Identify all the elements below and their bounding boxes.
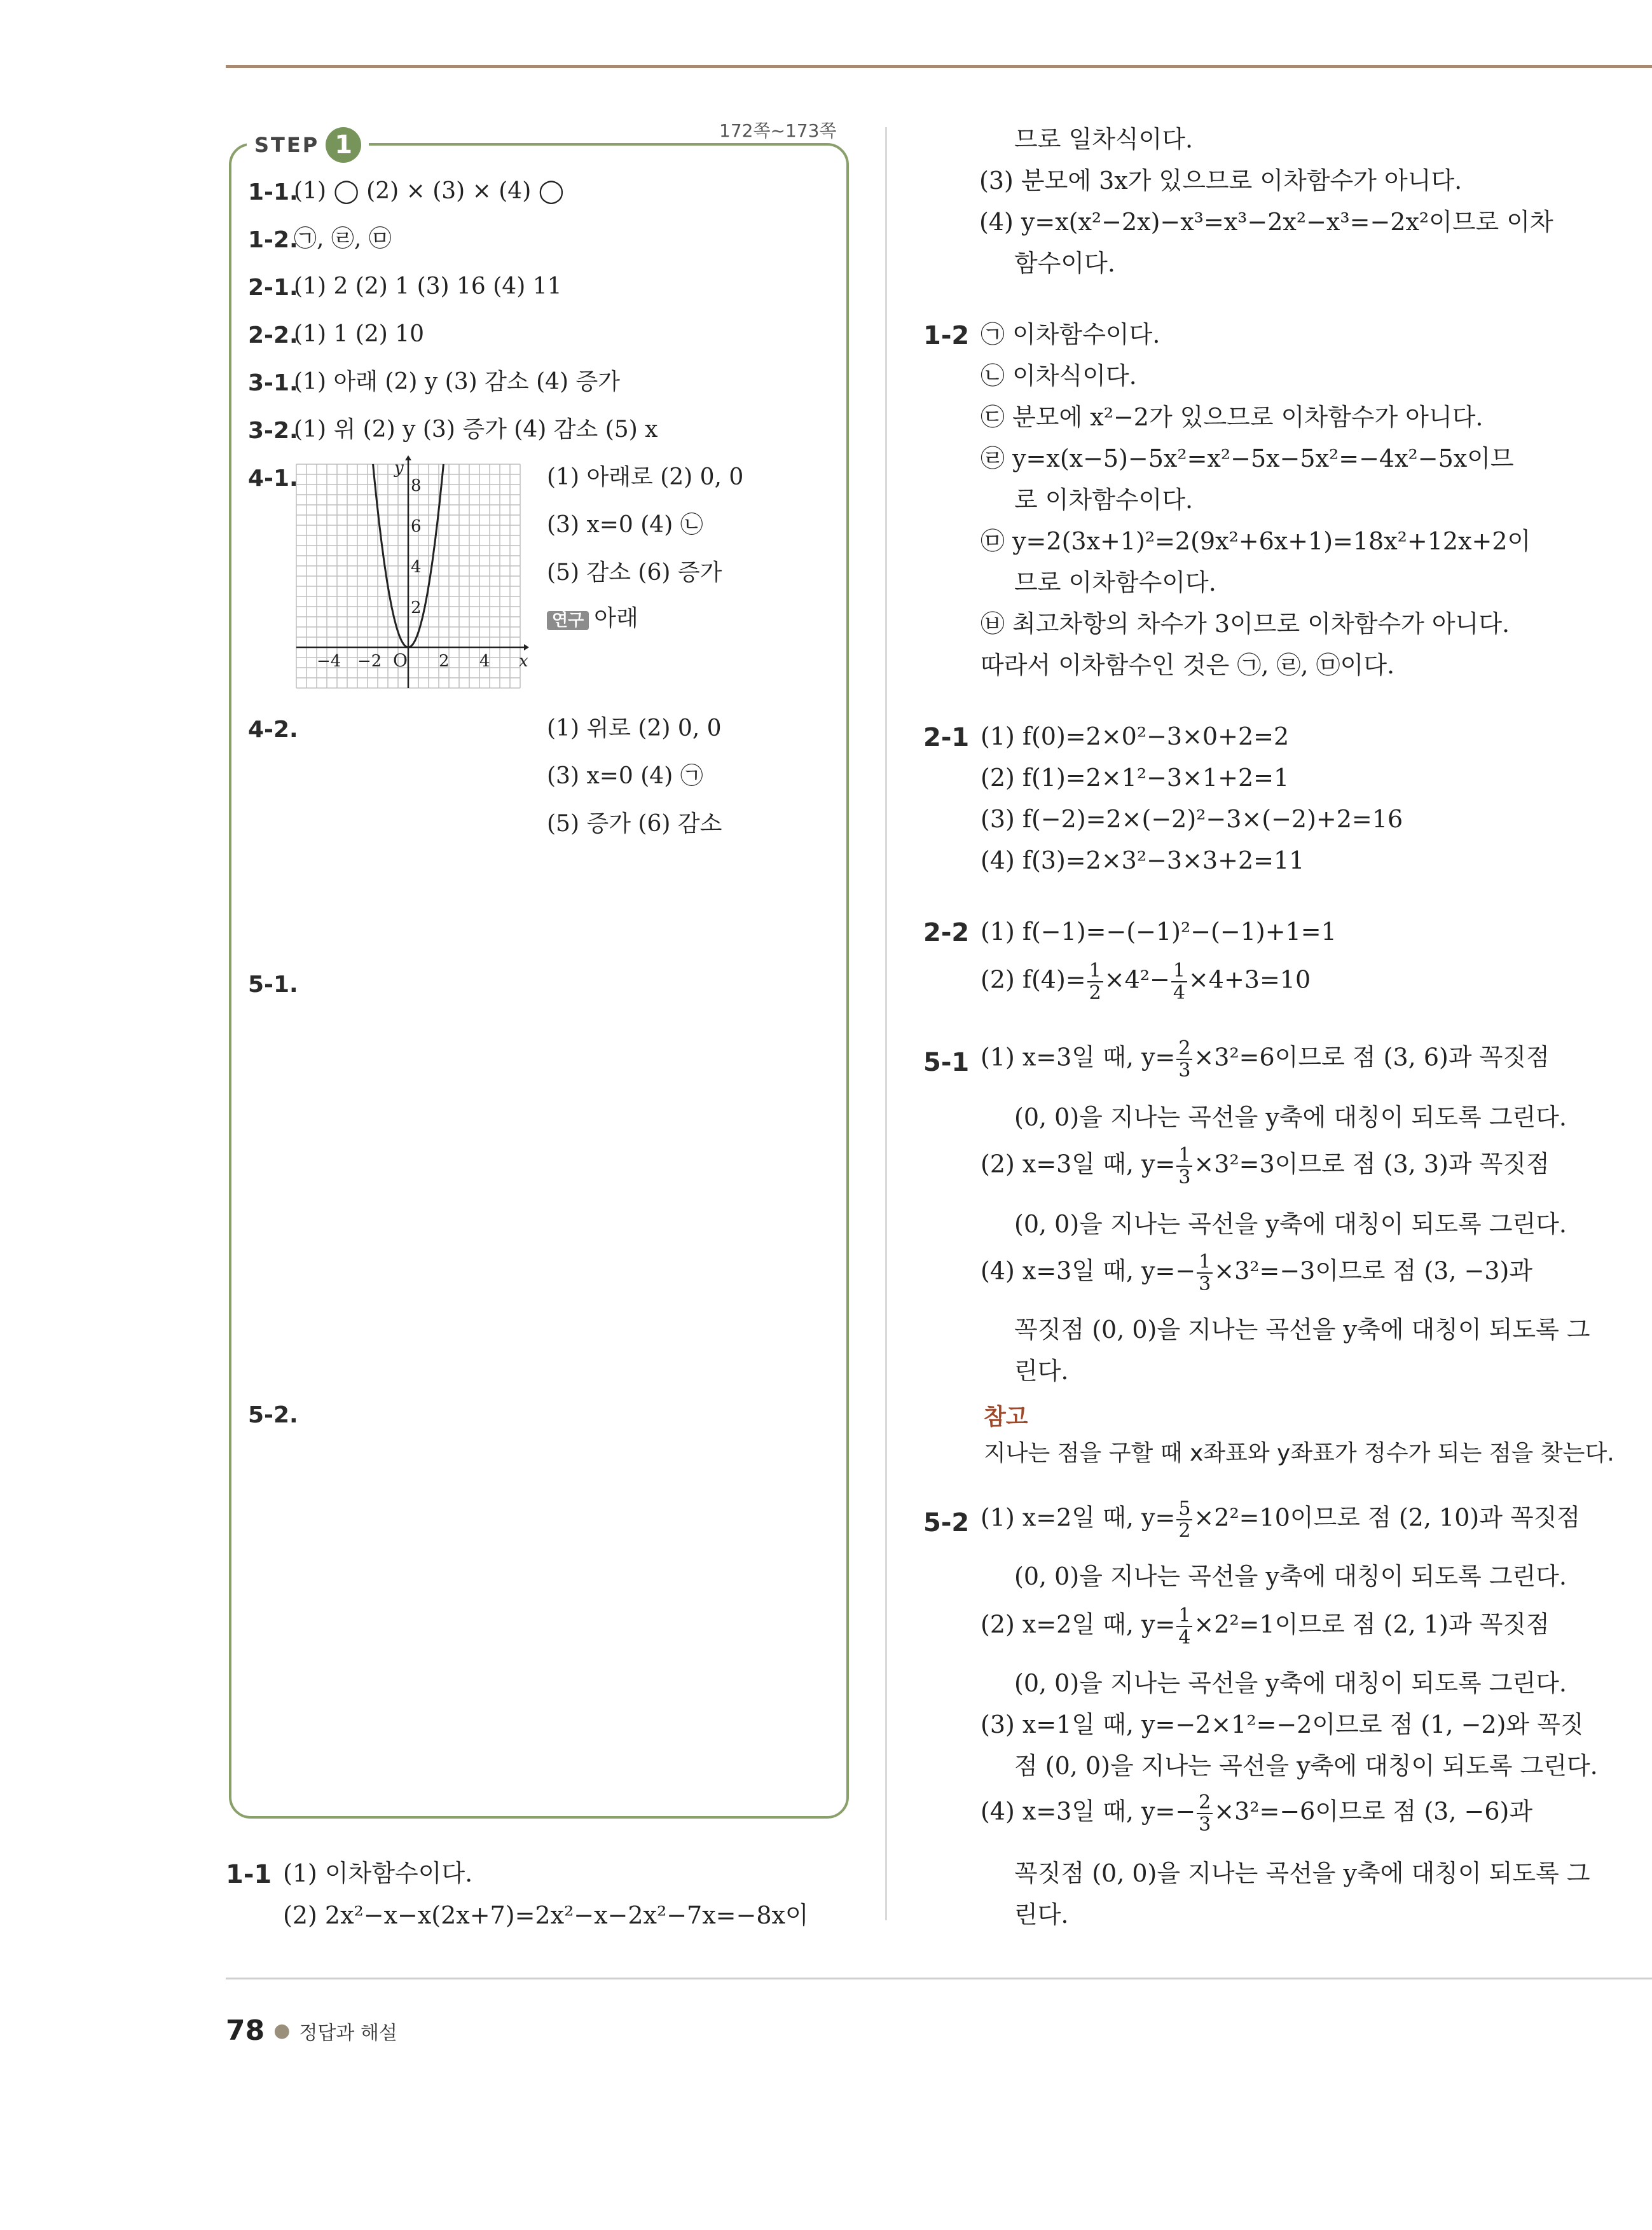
solution-line: (3) f(−2)=2×(−2)²−3×(−2)+2=16 (981, 805, 1403, 833)
graph-5-2-2 (534, 1396, 776, 1599)
bottom-rule (226, 1978, 1652, 1979)
solution-line: 므로 일차식이다. (1014, 125, 1194, 153)
answer-label: 1-1. (248, 179, 298, 205)
denominator: 4 (1173, 982, 1185, 1004)
solution-label: 2-1 (923, 723, 970, 752)
solution-line: (1) f(0)=2×0²−3×0+2=2 (981, 722, 1290, 750)
reference-text: 지나는 점을 구할 때 x좌표와 y좌표가 정수가 되는 점을 찾는다. (984, 1440, 1614, 1466)
page-range: 172쪽~173쪽 (715, 117, 840, 142)
denominator: 2 (1089, 982, 1101, 1004)
text-segment: ×3²=−6이므로 점 (3, −6)과 (1214, 1797, 1533, 1826)
top-rule (226, 65, 1652, 68)
y-axis-label: y (394, 458, 404, 478)
solution-line: (1) f(−1)=−(−1)²−(−1)+1=1 (981, 918, 1337, 946)
answer-text: ㉠, ㉣, ㉤ (294, 226, 392, 252)
step-number-badge: 1 (326, 127, 361, 163)
answer-label: 4-2. (248, 717, 298, 743)
numerator: 1 (1197, 1251, 1213, 1274)
solution-line: (0, 0)을 지나는 곡선을 y축에 대칭이 되도록 그린다. (1014, 1103, 1567, 1131)
y-tick-label: 4 (411, 558, 422, 577)
text-segment: (2) x=2일 때, y= (981, 1610, 1176, 1639)
solution-line: 함수이다. (1014, 249, 1115, 277)
step-label (247, 127, 369, 163)
step-text: STEP (254, 133, 320, 157)
answer-label: 5-1. (248, 972, 298, 998)
denominator: 2 (1178, 1520, 1191, 1542)
graph-5-2-4 (534, 1612, 776, 1803)
y-tick-label: 6 (411, 517, 422, 536)
answer-label: 3-2. (248, 418, 298, 444)
y-tick-label: 2 (411, 598, 422, 617)
graph-5-1-2 (534, 963, 776, 1167)
answer-text: (1) 2 (2) 1 (3) 16 (4) 11 (294, 273, 562, 299)
text-segment: (2) x=3일 때, y= (981, 1150, 1176, 1178)
answer-label: 3-1. (248, 370, 298, 396)
text-segment: (1) x=3일 때, y= (981, 1043, 1176, 1071)
solution-label: 1-2 (923, 321, 970, 350)
y-tick-label: 8 (411, 476, 422, 495)
solution-line: (0, 0)을 지나는 곡선을 y축에 대칭이 되도록 그린다. (1014, 1210, 1567, 1238)
solution-line: (3) x=1일 때, y=−2×1²=−2이므로 점 (1, −2)와 꼭짓 (981, 1710, 1584, 1738)
answer-label: 4-1. (248, 465, 298, 492)
solution-label: 5-1 (923, 1048, 970, 1077)
reference-label: 참고 (984, 1404, 1028, 1430)
fraction (1087, 960, 1103, 1003)
denominator: 3 (1199, 1273, 1211, 1295)
solution-line: ㉥ 최고차항의 차수가 3이므로 이차함수가 아니다. (981, 610, 1510, 638)
fraction (1176, 1498, 1192, 1541)
text-segment: ×2²=1이므로 점 (2, 1)과 꼭짓점 (1194, 1610, 1550, 1639)
solution-line (981, 960, 1311, 1003)
text-segment: (4) x=3일 때, y=− (981, 1797, 1196, 1826)
solution-line: (0, 0)을 지나는 곡선을 y축에 대칭이 되도록 그린다. (1014, 1562, 1567, 1590)
graph-5-1-3 (289, 1183, 531, 1386)
numerator: 2 (1176, 1038, 1192, 1060)
text-segment: ×3²=3이므로 점 (3, 3)과 꼭짓점 (1194, 1150, 1550, 1178)
graph-5-1-4 (534, 1183, 776, 1386)
solution-line (981, 1498, 1580, 1541)
text-segment: ×4+3=10 (1188, 965, 1311, 994)
numerator: 1 (1087, 960, 1103, 982)
fraction (1197, 1792, 1213, 1835)
text-segment: ×3²=−3이므로 점 (3, −3)과 (1214, 1256, 1533, 1285)
answer-text: (1) 위 (2) y (3) 증가 (4) 감소 (5) x (294, 416, 658, 443)
yeongu-badge: 연구 (547, 611, 589, 630)
text-segment: ×2²=10이므로 점 (2, 10)과 꼭짓점 (1194, 1503, 1581, 1532)
fraction (1176, 1145, 1192, 1188)
yeongu-text: 아래 (594, 605, 638, 631)
denominator: 4 (1178, 1627, 1191, 1649)
solution-line: 린다. (1014, 1901, 1069, 1929)
graph-5-2-1 (289, 1396, 531, 1599)
answer-text: (5) 감소 (6) 증가 (547, 560, 722, 586)
denominator: 3 (1178, 1059, 1191, 1082)
answer-text: (1) 아래로 (2) 0, 0 (547, 464, 744, 490)
solution-line: (2) f(1)=2×1²−3×1+2=1 (981, 764, 1290, 792)
answer-text: (1) 위로 (2) 0, 0 (547, 715, 722, 741)
solution-line: 따라서 이차함수인 것은 ㉠, ㉣, ㉤이다. (981, 651, 1395, 679)
answer-text: (1) ◯ (2) × (3) × (4) ◯ (294, 178, 564, 204)
solution-line (981, 1605, 1550, 1648)
solution-line: (2) 2x²−x−x(2x+7)=2x²−x−2x²−7x=−8x이 (283, 1901, 809, 1929)
denominator: 3 (1178, 1166, 1191, 1188)
fraction (1176, 1038, 1192, 1081)
page-number: 78 (226, 2014, 265, 2047)
numerator: 1 (1171, 960, 1187, 982)
denominator: 3 (1199, 1814, 1211, 1836)
text-segment: ×4²− (1104, 965, 1170, 994)
solution-line: ㉡ 이차식이다. (981, 362, 1137, 390)
fraction (1171, 960, 1187, 1003)
solution-label: 2-2 (923, 918, 970, 947)
answer-text: (1) 아래 (2) y (3) 감소 (4) 증가 (294, 369, 621, 395)
x-tick-label: 2 (439, 652, 450, 671)
solution-line: ㉤ y=2(3x+1)²=2(9x²+6x+1)=18x²+12x+2이 (981, 527, 1531, 555)
numerator: 1 (1176, 1605, 1192, 1627)
solution-line: (3) 분모에 3x가 있으므로 이차함수가 아니다. (979, 167, 1463, 195)
solution-line: (1) 이차함수이다. (283, 1859, 473, 1887)
graph-5-1-1 (289, 963, 531, 1167)
solution-line: (4) f(3)=2×3²−3×3+2=11 (981, 846, 1305, 874)
numerator: 1 (1176, 1145, 1192, 1167)
graph-4-2 (296, 715, 520, 939)
answer-text (547, 607, 638, 630)
solution-line: 점 (0, 0)을 지나는 곡선을 y축에 대칭이 되도록 그린다. (1014, 1752, 1598, 1780)
text-segment: (2) f(4)= (981, 965, 1086, 994)
answer-text: (3) x=0 (4) ㉡ (547, 512, 703, 538)
solution-line: 린다. (1014, 1357, 1069, 1385)
text-segment: (4) x=3일 때, y=− (981, 1256, 1196, 1285)
footer-title: 정답과 해설 (299, 2021, 397, 2044)
solution-label: 1-1 (226, 1860, 272, 1889)
solution-line: 꼭짓점 (0, 0)을 지나는 곡선을 y축에 대칭이 되도록 그 (1014, 1859, 1590, 1887)
text-segment: (1) x=2일 때, y= (981, 1503, 1176, 1532)
answer-label: 5-2. (248, 1402, 298, 1428)
solution-label: 5-2 (923, 1508, 970, 1538)
graph-5-2-3 (289, 1612, 531, 1803)
solution-line: ㉣ y=x(x−5)−5x²=x²−5x−5x²=−4x²−5x이므 (981, 444, 1514, 472)
text-segment: ×3²=6이므로 점 (3, 6)과 꼭짓점 (1194, 1043, 1550, 1071)
solution-line (981, 1251, 1532, 1295)
solution-line (981, 1038, 1550, 1081)
answer-text: (5) 증가 (6) 감소 (547, 811, 722, 837)
answer-label: 1-2. (248, 227, 298, 253)
solution-line: ㉢ 분모에 x²−2가 있으므로 이차함수가 아니다. (981, 403, 1483, 431)
footer (226, 2014, 397, 2047)
x-tick-label: 4 (479, 652, 490, 671)
origin-label: O (393, 650, 408, 671)
numerator: 5 (1176, 1498, 1192, 1520)
solution-line (981, 1792, 1532, 1835)
graph-4-1 (296, 458, 528, 688)
answer-text: (1) 1 (2) 10 (294, 321, 425, 347)
solution-line: 로 이차함수이다. (1014, 486, 1194, 514)
solution-line: (0, 0)을 지나는 곡선을 y축에 대칭이 되도록 그린다. (1014, 1669, 1567, 1697)
x-axis-label: x (519, 652, 528, 671)
x-tick-label: −4 (317, 652, 341, 671)
solution-line: (4) y=x(x²−2x)−x³=x³−2x²−x³=−2x²이므로 이차 (979, 208, 1553, 236)
answer-label: 2-2. (248, 322, 298, 348)
solution-line: 므로 이차함수이다. (1014, 568, 1216, 596)
column-divider (885, 127, 887, 1920)
footer-dot: ● (273, 2020, 291, 2042)
solution-line (981, 1145, 1550, 1188)
answer-label: 2-1. (248, 275, 298, 301)
solution-line: 꼭짓점 (0, 0)을 지나는 곡선을 y축에 대칭이 되도록 그 (1014, 1316, 1590, 1344)
x-tick-label: −2 (357, 652, 382, 671)
fraction (1197, 1251, 1213, 1295)
solution-line: ㉠ 이차함수이다. (981, 320, 1160, 348)
numerator: 2 (1197, 1792, 1213, 1814)
answer-text: (3) x=0 (4) ㉠ (547, 763, 703, 789)
fraction (1176, 1605, 1192, 1648)
